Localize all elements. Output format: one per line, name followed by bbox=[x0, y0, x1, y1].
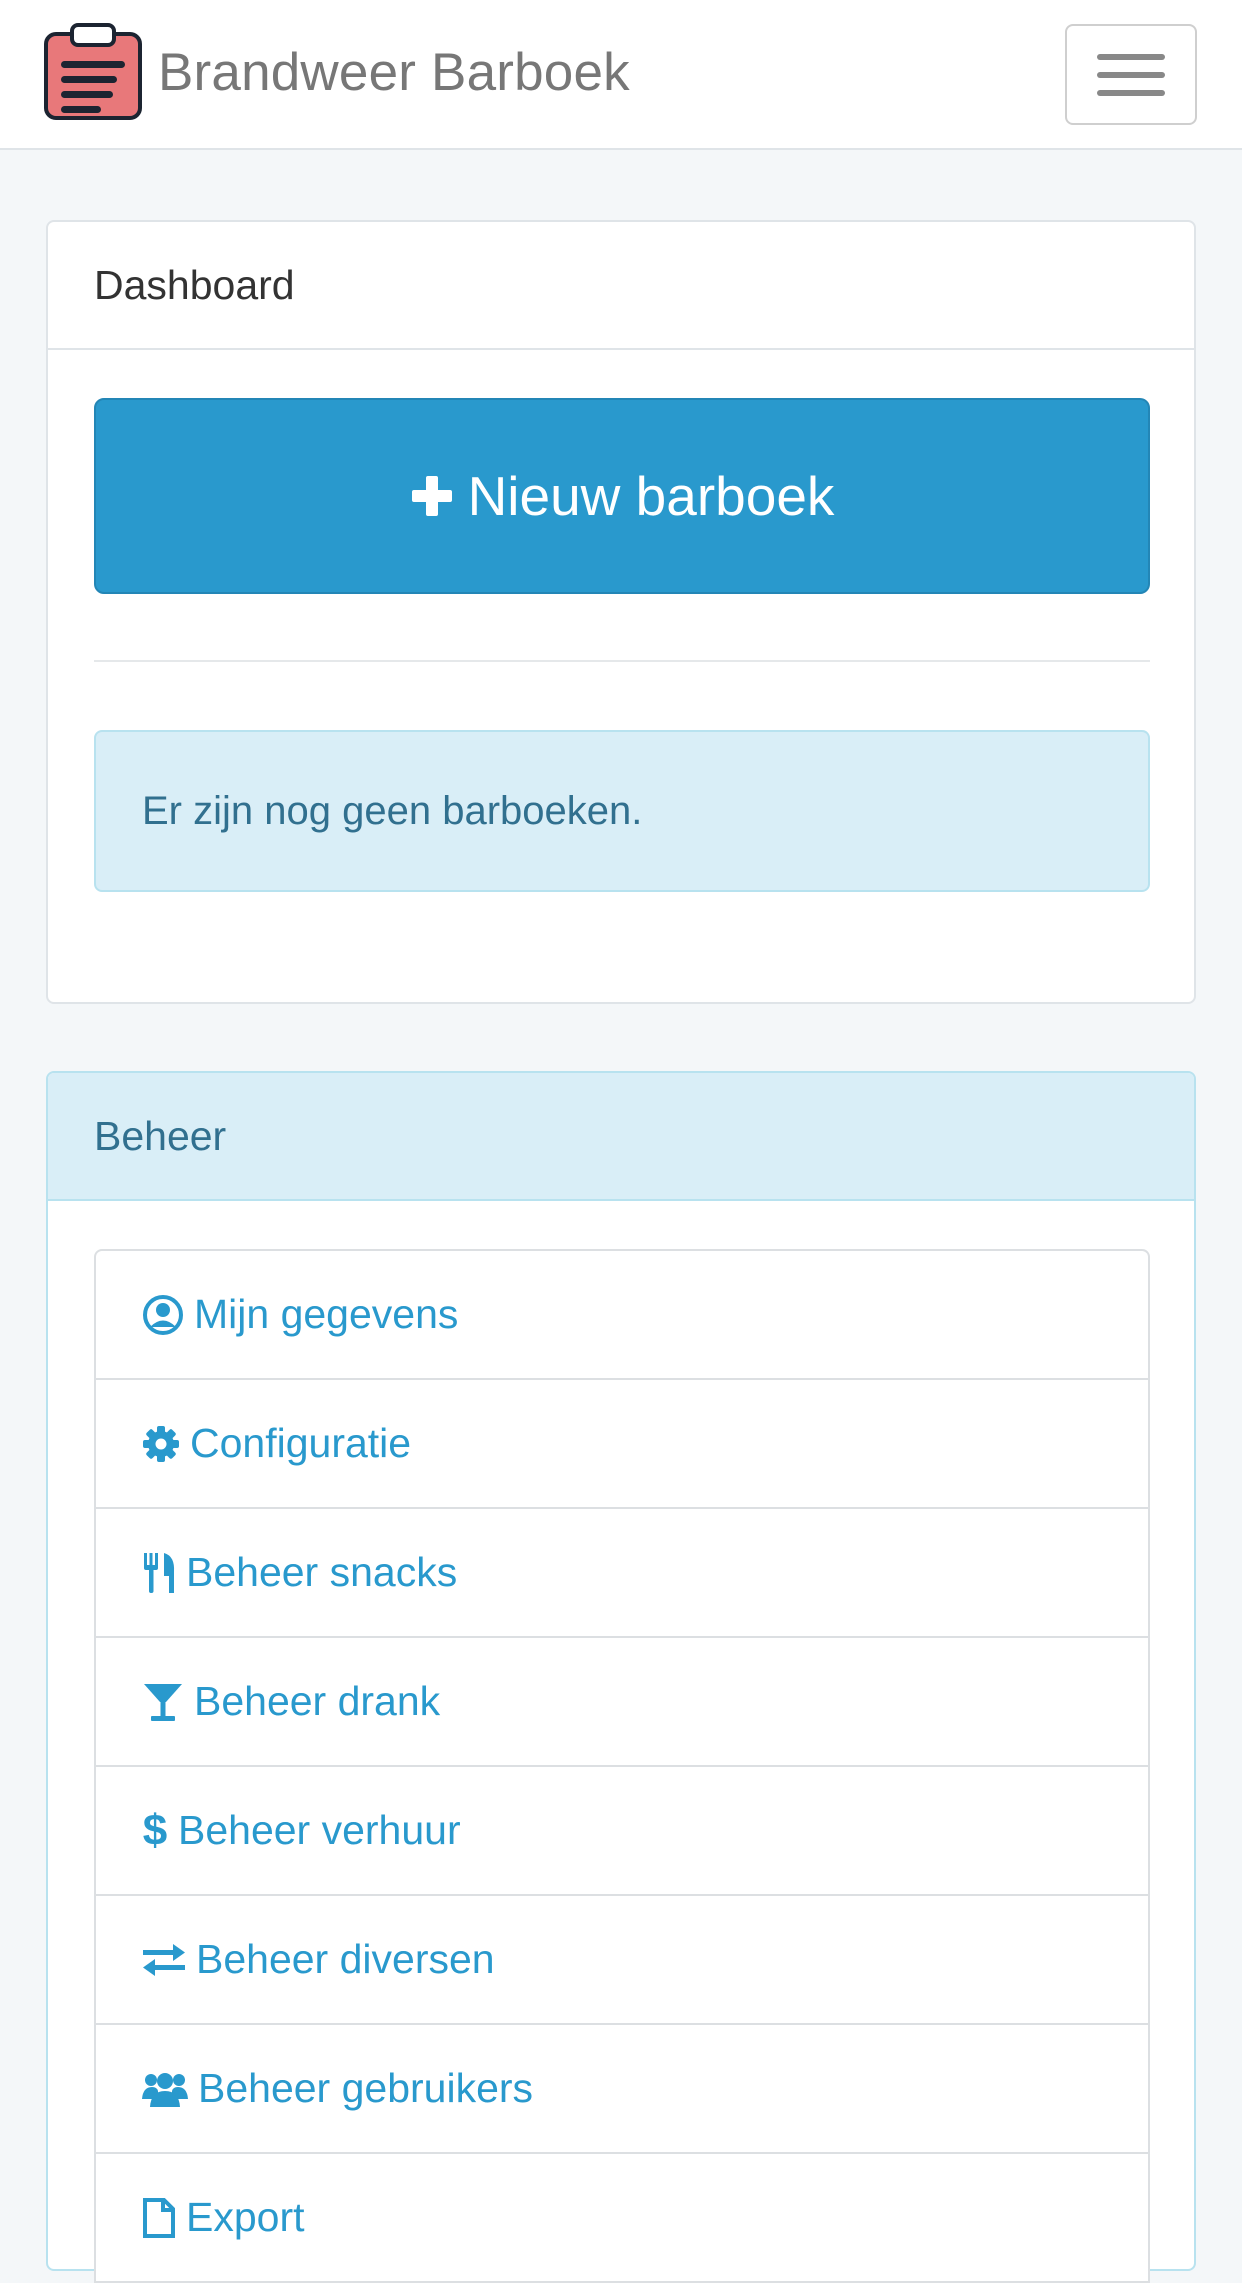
brand-link[interactable] bbox=[44, 22, 630, 122]
beheer-panel bbox=[46, 1071, 1196, 2271]
beheer-item-beheer-drank[interactable] bbox=[96, 1638, 1148, 1767]
new-barboek-button[interactable] bbox=[94, 398, 1150, 594]
beheer-item-beheer-diversen[interactable] bbox=[96, 1896, 1148, 2025]
beheer-item-beheer-verhuur[interactable] bbox=[96, 1767, 1148, 1896]
beheer-item-configuratie[interactable] bbox=[96, 1380, 1148, 1509]
beheer-item-beheer-snacks[interactable] bbox=[96, 1509, 1148, 1638]
plus-icon bbox=[410, 474, 454, 518]
user-circle-icon bbox=[142, 1294, 184, 1336]
beheer-list bbox=[94, 1249, 1150, 2283]
beheer-item-label: Beheer gebruikers bbox=[198, 2065, 534, 2111]
beheer-item-label: Configuratie bbox=[190, 1420, 412, 1466]
beheer-item-beheer-gebruikers[interactable] bbox=[96, 2025, 1148, 2154]
beheer-item-label: Beheer drank bbox=[194, 1678, 441, 1724]
exchange-icon bbox=[142, 1942, 186, 1978]
glass-icon bbox=[142, 1681, 184, 1723]
users-icon bbox=[142, 2069, 188, 2109]
dashboard-heading: Dashboard bbox=[48, 222, 1194, 350]
beheer-item-label: Beheer verhuur bbox=[178, 1807, 461, 1853]
brand-title: Brandweer Barboek bbox=[158, 42, 630, 102]
beheer-item-label: Export bbox=[186, 2194, 305, 2240]
clipboard-icon bbox=[44, 23, 142, 121]
gear-icon bbox=[142, 1425, 180, 1463]
divider bbox=[94, 660, 1150, 662]
beheer-item-label: Mijn gegevens bbox=[194, 1291, 459, 1337]
file-icon bbox=[142, 2197, 176, 2239]
empty-message: Er zijn nog geen barboeken. bbox=[142, 788, 643, 833]
dashboard-panel bbox=[46, 220, 1196, 1004]
cutlery-icon bbox=[142, 1552, 176, 1594]
beheer-item-label: Beheer diversen bbox=[196, 1936, 495, 1982]
empty-barboeken-alert bbox=[94, 730, 1150, 892]
dollar-icon: $ bbox=[142, 1805, 168, 1855]
new-barboek-label: Nieuw barboek bbox=[467, 465, 835, 527]
menu-toggle-button[interactable] bbox=[1065, 24, 1197, 125]
beheer-item-label: Beheer snacks bbox=[186, 1549, 458, 1595]
beheer-heading: Beheer bbox=[48, 1073, 1194, 1201]
beheer-item-mijn-gegevens[interactable] bbox=[96, 1251, 1148, 1380]
navbar bbox=[0, 0, 1242, 150]
beheer-item-export[interactable] bbox=[96, 2154, 1148, 2283]
hamburger-menu-icon bbox=[1097, 54, 1165, 60]
